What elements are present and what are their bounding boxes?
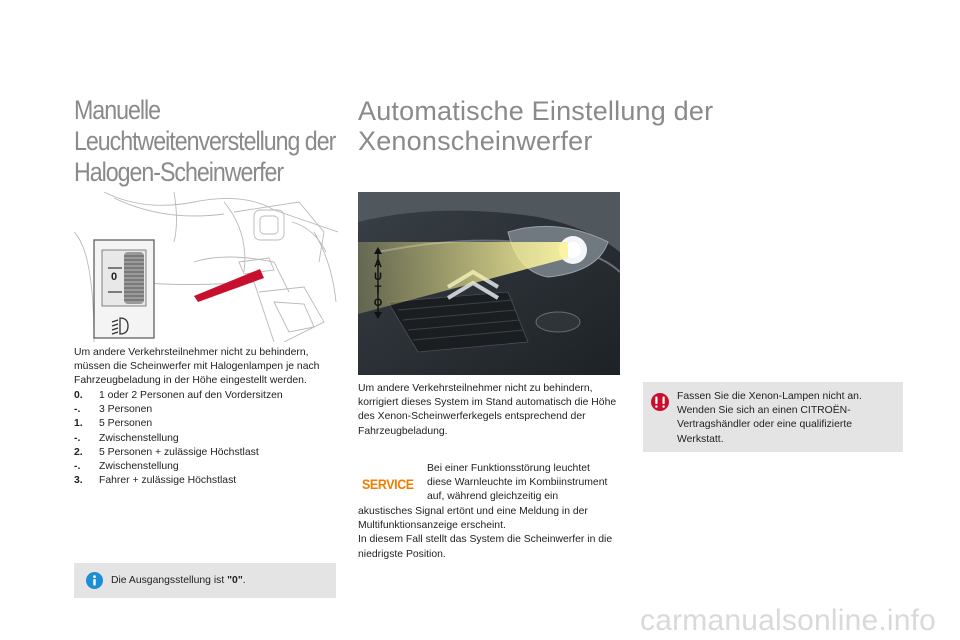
headlamp-dial-illustration <box>74 192 338 342</box>
position-text: 3 Personen <box>99 404 153 416</box>
watermark: carmanualsonline.info <box>640 604 937 637</box>
service-line: Bei einer Funktionsstörung leuchtet <box>427 463 590 474</box>
service-line: diese Warnleuchte im Kombiinstrument <box>427 477 608 489</box>
info-icon <box>86 572 103 589</box>
service-rest: akustisches Signal ertönt und eine Meldung in der Multifunktionsanzeige erscheint. <box>358 506 588 532</box>
auto-label <box>372 258 384 310</box>
warning-note-text: Fassen Sie die Xenon-Lampen nicht an. Wenden Sie sich an einen CITROËN-Vertragshändler oder eine qualifizierte Werkstatt. <box>677 391 862 445</box>
position-text: 5 Personen + zulässige Höchstlast <box>99 446 259 458</box>
warning-icon <box>651 393 669 411</box>
service-rest2: In diesem Fall stellt das System die Scheinwerfer in die niedrigste Position. <box>358 534 613 560</box>
left-title-line: Manuelle <box>74 95 160 125</box>
service-text-indented <box>427 462 627 505</box>
position-text: 5 Personen <box>99 418 153 430</box>
position-key: 1. <box>74 418 83 430</box>
left-section-title <box>74 95 358 188</box>
info-note-text <box>111 574 246 588</box>
right-intro-text: Um andere Verkehrsteilnehmer nicht zu behindern, korrigiert dieses System im Stand automatisch die Höhe des Xenon-Scheinwerferkegels entsprechend der Fahrzeugbeladung. <box>358 383 617 437</box>
xenon-headlight-photo <box>358 192 620 375</box>
list-item <box>74 446 342 460</box>
position-text: Fahrer + zulässige Höchstlast <box>99 475 237 487</box>
position-key: -. <box>74 461 81 473</box>
list-item <box>74 403 342 417</box>
list-item <box>74 474 342 488</box>
warning-note-box <box>643 382 903 452</box>
left-title-line: Halogen-Scheinwerfer <box>74 157 284 187</box>
left-title-line: Leuchtweitenverstellung der <box>74 126 336 156</box>
info-note-prefix: Die Ausgangsstellung ist <box>111 575 228 586</box>
service-warning-icon <box>362 477 413 493</box>
position-key: -. <box>74 404 81 416</box>
position-list <box>74 389 342 488</box>
right-title-line: Xenonscheinwerfer <box>358 126 593 156</box>
list-item <box>74 432 342 446</box>
service-line: auf, während gleichzeitig ein <box>427 491 559 503</box>
position-key: 2. <box>74 446 83 458</box>
position-text: 1 oder 2 Personen auf den Vordersitzen <box>99 390 283 401</box>
position-key: -. <box>74 432 81 444</box>
position-key: 0. <box>74 390 83 401</box>
left-intro-text: Um andere Verkehrsteilnehmer nicht zu behindern, müssen die Scheinwerfer mit Halogenlampen je nach Fahrzeugbeladung in der Höhe eingestellt werden. <box>74 347 320 387</box>
position-text: Zwischenstellung <box>99 432 179 444</box>
auto-letter: O <box>373 297 383 309</box>
list-item <box>74 389 342 403</box>
service-label: SERVICE <box>362 477 414 492</box>
position-key: 3. <box>74 475 83 487</box>
list-item <box>74 417 342 431</box>
service-text-continued <box>358 505 620 562</box>
dial-zero-label: 0 <box>111 271 118 283</box>
right-title-line: Automatische Einstellung der <box>358 96 714 126</box>
right-section-title <box>358 96 778 156</box>
auto-letter: A <box>374 258 382 270</box>
position-text: Zwischenstellung <box>99 461 179 473</box>
auto-letter: T <box>374 284 382 296</box>
info-note-value: "0" <box>227 575 243 586</box>
info-note-suffix: . <box>242 575 246 586</box>
list-item <box>74 460 342 474</box>
auto-letter: U <box>374 271 382 283</box>
info-note-box <box>74 563 336 598</box>
